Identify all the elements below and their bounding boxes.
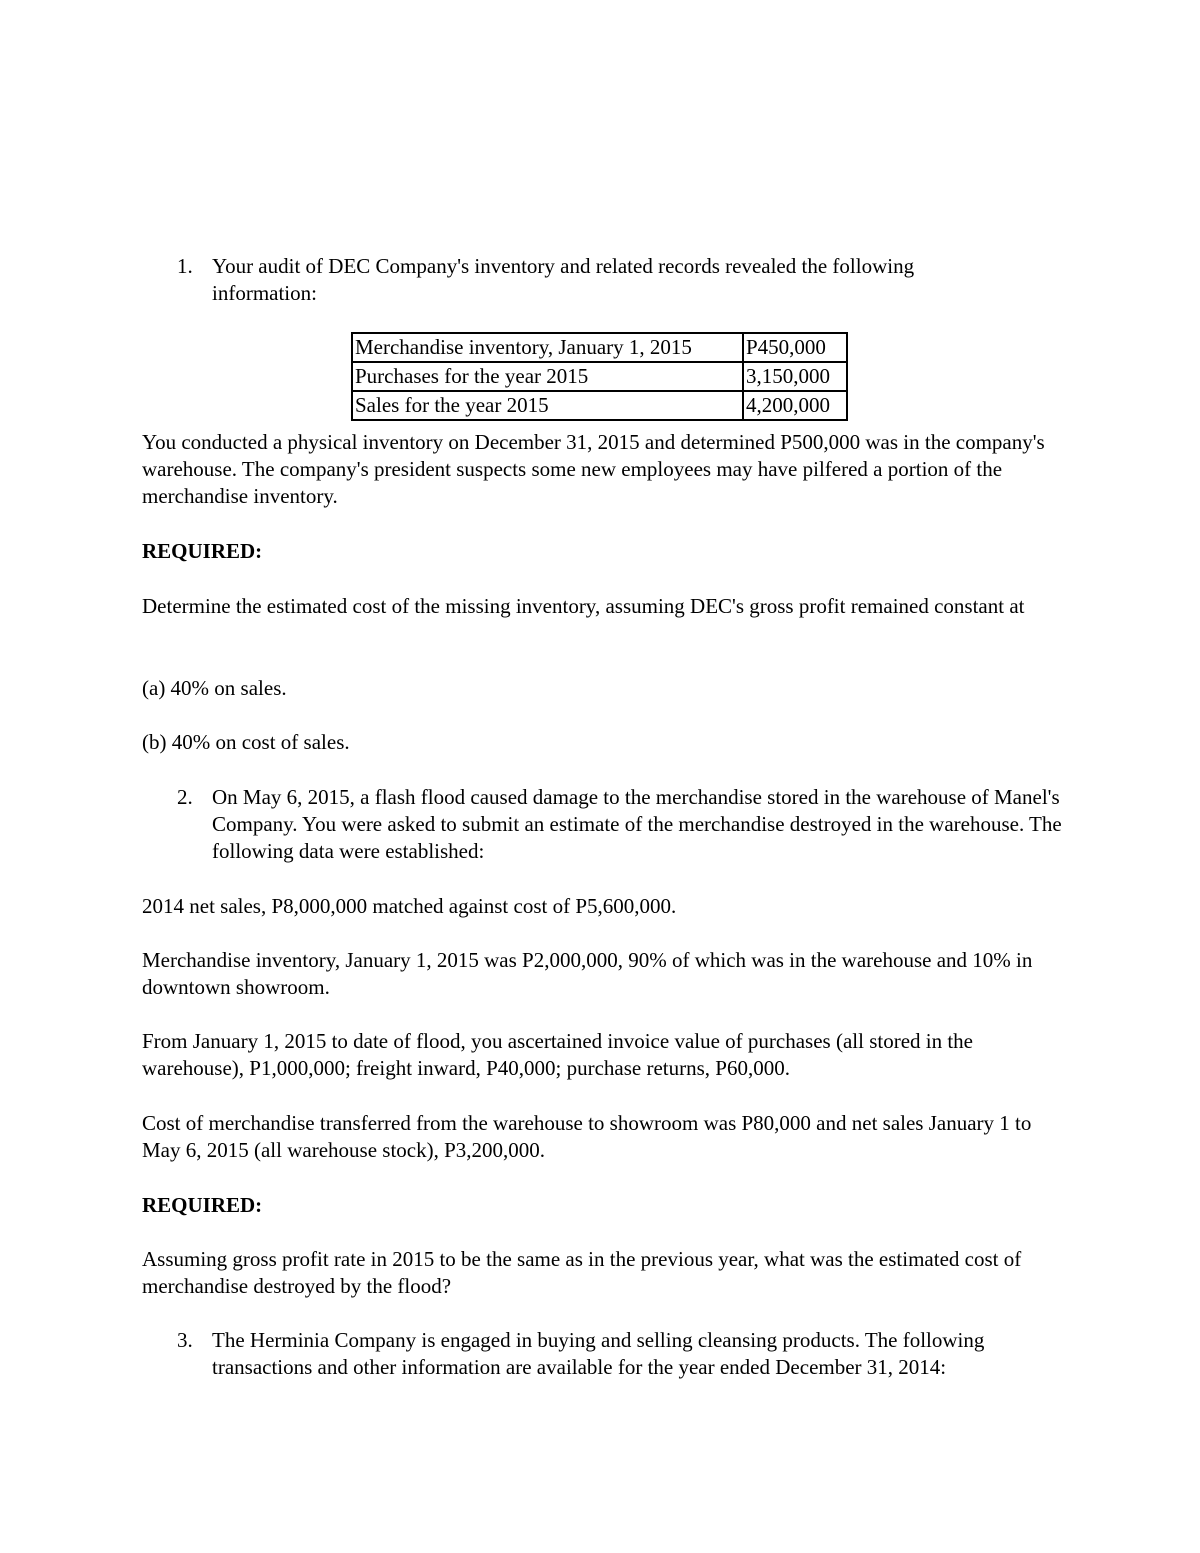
- table-row: [352, 391, 847, 420]
- table-cell-label: Purchases for the year 2015: [352, 362, 743, 391]
- q2-paragraph-1: 2014 net sales, P8,000,000 matched against cost of P5,600,000.: [142, 894, 677, 918]
- table-cell-label: Sales for the year 2015: [352, 391, 743, 420]
- q1-number: 1.: [177, 254, 193, 278]
- table-cell-value: 4,200,000: [743, 391, 847, 420]
- q2-paragraph-3: From January 1, 2015 to date of flood, you ascertained invoice value of purchases (all stored in the warehouse), P1,000,000; freight inward, P40,000; purchase returns, P60,000.: [142, 1029, 974, 1080]
- q3-number: 3.: [177, 1328, 193, 1352]
- table-row: [352, 333, 847, 362]
- q1-paragraph: You conducted a physical inventory on December 31, 2015 and determined P500,000 was in the company's warehouse. The company's president suspects some new employees may have pilfered a portion of the merchandise inventory.: [142, 430, 1045, 508]
- q1-required-text: Determine the estimated cost of the missing inventory, assuming DEC's gross profit remained constant at: [142, 594, 1025, 618]
- q2-number: 2.: [177, 785, 193, 809]
- table-cell-value: P450,000: [743, 333, 847, 362]
- q2-paragraph-2: Merchandise inventory, January 1, 2015 was P2,000,000, 90% of which was in the warehouse and 10% in downtown showroom.: [142, 948, 1033, 999]
- table-cell-label: Merchandise inventory, January 1, 2015: [352, 333, 743, 362]
- inventory-table: [351, 332, 848, 421]
- q1-intro: Your audit of DEC Company's inventory and related records revealed the following information:: [212, 254, 915, 305]
- q2-paragraph-4: Cost of merchandise transferred from the warehouse to showroom was P80,000 and net sales January 1 to May 6, 2015 (all warehouse stock), P3,200,000.: [142, 1111, 1032, 1162]
- q2-intro: On May 6, 2015, a flash flood caused damage to the merchandise stored in the warehouse of Manel's Company. You were asked to submit an estimate of the merchandise destroyed in the warehouse. The following data were established:: [212, 785, 1062, 863]
- q1-required-heading: REQUIRED:: [142, 539, 263, 563]
- q2-required-heading: REQUIRED:: [142, 1193, 263, 1217]
- q3-intro: The Herminia Company is engaged in buying and selling cleansing products. The following transactions and other information are available for the year ended December 31, 2014:: [212, 1328, 985, 1379]
- table-cell-value: 3,150,000: [743, 362, 847, 391]
- q2-required-text: Assuming gross profit rate in 2015 to be the same as in the previous year, what was the estimated cost of merchandise destroyed by the flood?: [142, 1247, 1022, 1298]
- table-row: [352, 362, 847, 391]
- q1-option-b: (b) 40% on cost of sales.: [142, 730, 350, 754]
- q1-option-a: (a) 40% on sales.: [142, 676, 287, 700]
